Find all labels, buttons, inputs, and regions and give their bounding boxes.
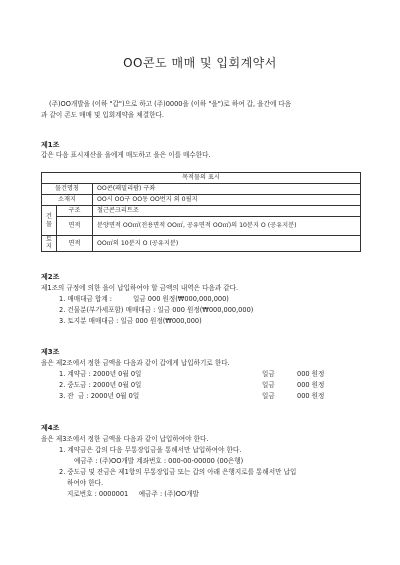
- intro-line: (주)OO개발을 (이하 "갑")으로 하고 (주)0000을 (이하 "을")로 하여 갑, 을간에 다음: [49, 100, 292, 108]
- payment-label: 1. 계약금 : 2000년 0월 0일: [59, 370, 142, 379]
- location-label: 소재지: [42, 195, 93, 206]
- article-4-title: 제4조: [41, 424, 60, 432]
- article-4-item: 2. 중도금 및 잔금은 제1항의 무통장입금 또는 갑의 아래 은행지로를 통해서만 납입: [59, 468, 297, 477]
- article-4-text: 을은 제3조에서 정한 금액을 다음과 같이 납입하여야 한다.: [41, 435, 209, 444]
- building-label: 건물: [42, 206, 57, 236]
- payment-unit: 일금: [262, 392, 275, 401]
- payment-label: 2. 중도금 : 2000년 0월 0일: [59, 381, 142, 390]
- article-2-item: 1. 매매대금 합계 : 일금 000 원정(₩000,000,000): [59, 295, 229, 304]
- article-3: [41, 348, 370, 401]
- payment-row: [41, 393, 370, 401]
- article-2: [41, 273, 370, 326]
- giro-detail: 지로번호 : 0000001 예금주 : (주)OO개발: [67, 489, 199, 498]
- intro-line: 과 같이 콘도 매매 및 입회계약을 체결한다.: [41, 110, 164, 119]
- payment-unit: 일금: [262, 370, 275, 379]
- payment-row: [41, 382, 370, 390]
- land-label: 토지: [42, 236, 57, 252]
- payment-unit: 일금: [262, 381, 275, 390]
- article-4: [41, 424, 370, 499]
- payment-row: [41, 371, 370, 379]
- structure-value: 철근콘크리트조: [93, 206, 361, 217]
- article-2-item: 2. 건물분(부가세포함) 매매대금 : 일금 000 원정(₩000,000,000): [59, 306, 254, 315]
- payment-amount: 000 원정: [297, 392, 325, 401]
- land-area-value: OO㎡의 10분지 O (공유지분): [93, 236, 361, 252]
- article-1-text: 갑은 다음 표시재산을 을에게 매도하고 을은 이를 매수한다.: [41, 151, 211, 160]
- location-value: OO시 OO구 OO동 OO번지 외 0필지: [93, 195, 361, 206]
- building-area-label: 면적: [57, 217, 93, 236]
- article-2-item: 3. 토지분 매매대금 : 일금 000 원정(₩000,000): [59, 317, 202, 326]
- intro-paragraph: [41, 101, 370, 120]
- article-4-item: 1. 계약금은 갑의 다음 무통장입금을 통해서만 납입하여야 한다.: [59, 446, 242, 455]
- document-title: OO콘도 매매 및 입회계약서: [123, 56, 277, 70]
- building-area-value: 분양면적 OO㎡(전용면적 OO㎡, 공유면적 OO㎡)의 10분지 O (공유지분): [93, 217, 361, 236]
- payment-label: 3. 잔 금 : 2000년 0월 0일: [59, 392, 140, 401]
- property-table-header: 목적물의 표시: [42, 173, 361, 184]
- article-3-text: 을은 제2조에서 정한 금액을 다음과 같이 갑에게 납입하기로 한다.: [41, 359, 230, 368]
- payment-amount: 000 원정: [297, 381, 325, 390]
- account-detail: 예금주 : (주)OO개발 계좌번호 : 000-00-00000 (00은행): [74, 457, 244, 466]
- article-4-item-continued: 하여야 한다.: [67, 479, 104, 488]
- article-1: [41, 141, 370, 160]
- article-3-title: 제3조: [41, 348, 60, 356]
- building-name-label: 물건명칭: [42, 184, 93, 195]
- structure-label: 구조: [57, 206, 93, 217]
- land-area-label: 면적: [57, 236, 93, 252]
- payment-amount: 000 원정: [297, 370, 325, 379]
- article-1-title: 제1조: [41, 141, 60, 149]
- article-2-title: 제2조: [41, 273, 60, 281]
- building-name-value: OO콘(패밀리팜) 구좌: [93, 184, 361, 195]
- article-2-text: 제1조의 규정에 의한 을이 납입하여야 할 금액의 내역은 다음과 같다.: [41, 284, 239, 293]
- property-table: [41, 172, 361, 252]
